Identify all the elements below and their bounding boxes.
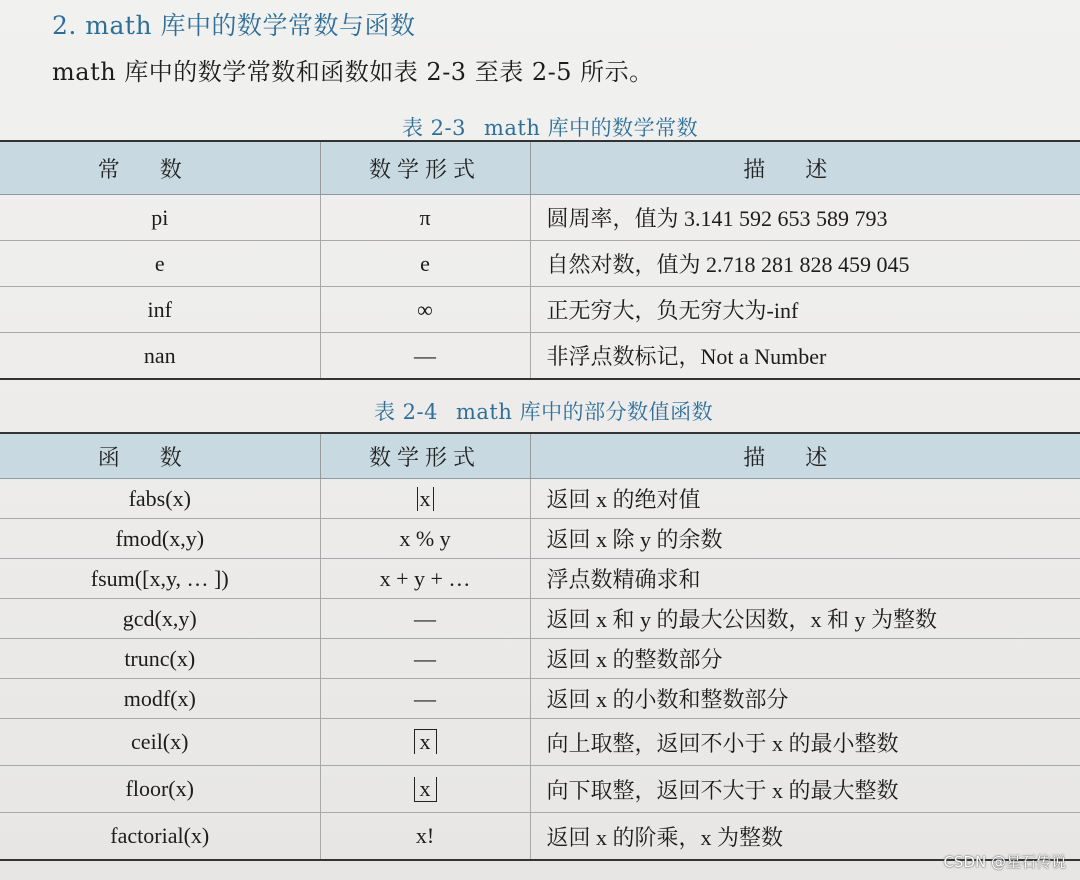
table-row [0, 719, 1080, 766]
function-name: factorial(x) [0, 813, 320, 861]
constant-name: inf [0, 287, 320, 333]
table-caption-title: math 库中的数学常数 [484, 116, 699, 140]
description: 非浮点数标记，Not a Number [530, 333, 1080, 380]
function-name: fmod(x,y) [0, 519, 320, 559]
table-row [0, 813, 1080, 861]
math-form: — [320, 333, 530, 380]
math-form: x + y + … [320, 559, 530, 599]
constant-name: pi [0, 195, 320, 241]
constant-name: nan [0, 333, 320, 380]
table-row [0, 195, 1080, 241]
description: 返回 x 和 y 的最大公因数，x 和 y 为整数 [530, 599, 1080, 639]
table-row [0, 766, 1080, 813]
constants-table [0, 140, 1080, 380]
description: 圆周率，值为 3.141 592 653 589 793 [530, 195, 1080, 241]
math-form-cell [320, 766, 530, 813]
functions-table [0, 432, 1080, 861]
function-name: ceil(x) [0, 719, 320, 766]
description: 返回 x 的小数和整数部分 [530, 679, 1080, 719]
table-header-row [0, 141, 1080, 195]
math-form: x % y [320, 519, 530, 559]
header-constant: 常数 [0, 141, 320, 195]
function-name: fsum([x,y, … ]) [0, 559, 320, 599]
constant-name: e [0, 241, 320, 287]
ceiling-brackets: x [414, 729, 437, 754]
description: 自然对数，值为 2.718 281 828 459 045 [530, 241, 1080, 287]
description: 返回 x 的绝对值 [530, 479, 1080, 519]
table-row [0, 333, 1080, 380]
math-form-cell [320, 479, 530, 519]
description: 返回 x 的整数部分 [530, 639, 1080, 679]
table-caption-constants [402, 112, 698, 142]
table-row [0, 599, 1080, 639]
table-caption-functions [374, 396, 713, 426]
floor-brackets: x [414, 777, 437, 802]
math-form: ∞ [320, 287, 530, 333]
math-form: x! [320, 813, 530, 861]
description: 返回 x 除 y 的余数 [530, 519, 1080, 559]
description: 返回 x 的阶乘，x 为整数 [530, 813, 1080, 861]
table-row [0, 479, 1080, 519]
table-row [0, 679, 1080, 719]
table-row [0, 639, 1080, 679]
table-caption-number: 表 2-3 [402, 116, 466, 140]
math-form: — [320, 639, 530, 679]
description: 正无穷大，负无穷大为-inf [530, 287, 1080, 333]
function-name: trunc(x) [0, 639, 320, 679]
table-row [0, 559, 1080, 599]
description: 浮点数精确求和 [530, 559, 1080, 599]
table-row [0, 287, 1080, 333]
math-form-cell [320, 719, 530, 766]
header-math-form: 数学形式 [320, 433, 530, 479]
math-form: — [320, 679, 530, 719]
table-caption-title: math 库中的部分数值函数 [456, 400, 714, 424]
header-description: 描述 [530, 141, 1080, 195]
table-row [0, 241, 1080, 287]
table-row [0, 519, 1080, 559]
section-heading: 2. math 库中的数学常数与函数 [52, 11, 416, 40]
table-header-row [0, 433, 1080, 479]
function-name: modf(x) [0, 679, 320, 719]
function-name: gcd(x,y) [0, 599, 320, 639]
function-name: floor(x) [0, 766, 320, 813]
header-math-form: 数学形式 [320, 141, 530, 195]
watermark: CSDN @星石传说 [943, 853, 1066, 871]
math-form: π [320, 195, 530, 241]
header-function: 函数 [0, 433, 320, 479]
absolute-value: x [417, 487, 434, 511]
description: 向下取整，返回不大于 x 的最大整数 [530, 766, 1080, 813]
description: 向上取整，返回不小于 x 的最小整数 [530, 719, 1080, 766]
intro-paragraph: math 库中的数学常数和函数如表 2-3 至表 2-5 所示。 [52, 58, 654, 86]
header-description: 描述 [530, 433, 1080, 479]
math-form: — [320, 599, 530, 639]
function-name: fabs(x) [0, 479, 320, 519]
table-caption-number: 表 2-4 [374, 400, 438, 424]
math-form: e [320, 241, 530, 287]
